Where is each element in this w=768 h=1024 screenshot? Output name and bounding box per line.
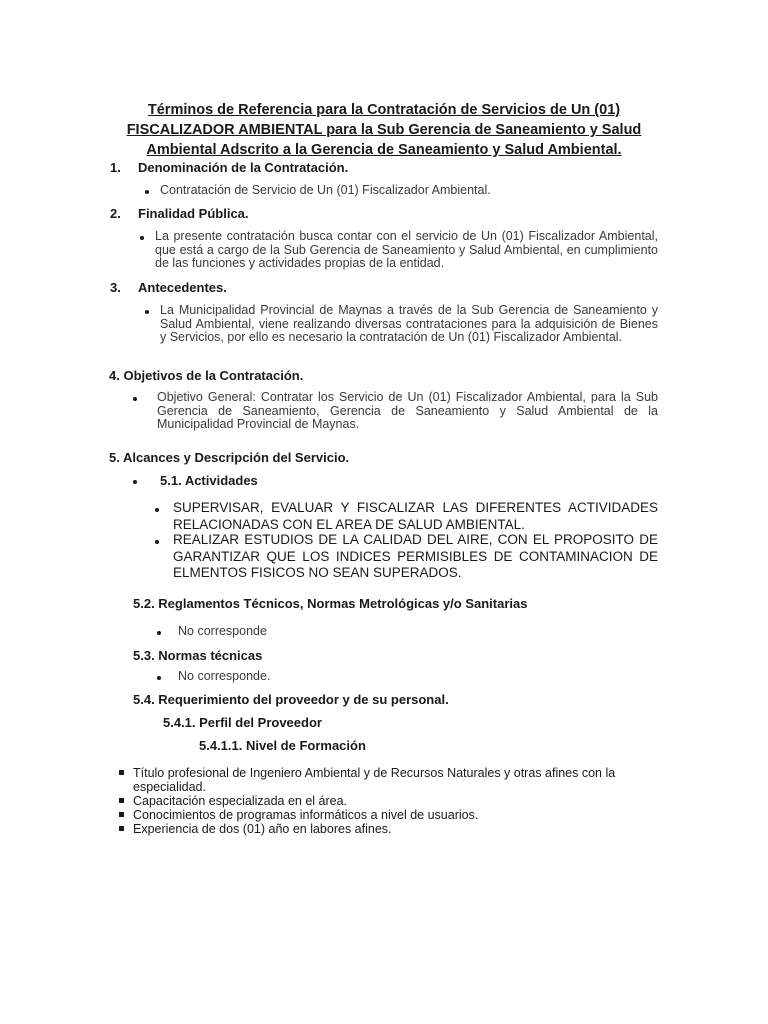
bullet-dot-icon bbox=[155, 540, 159, 544]
section-4-bullet-text: Objetivo General: Contratar los Servicio de Un (01) Fiscalizador Ambiental, para la Sub Gerencia de Saneamiento, Gerencia de Saneamiento y Salud Ambiental de la Municipalidad Provincial de Maynas. bbox=[157, 390, 658, 431]
section-2-number: 2. bbox=[110, 206, 121, 221]
bullet-dot-icon bbox=[155, 508, 159, 512]
section-1-bullet-text: Contratación de Servicio de Un (01) Fiscalizador Ambiental. bbox=[160, 183, 491, 197]
bullet-dot-icon bbox=[157, 676, 161, 680]
section-3-number: 3. bbox=[110, 280, 121, 295]
section-1-title: Denominación de la Contratación. bbox=[138, 160, 349, 175]
section-3-heading bbox=[110, 280, 227, 296]
subsection-5-4-1-1-heading: 5.4.1.1. Nivel de Formación bbox=[199, 738, 366, 753]
subsection-5-1-heading: 5.1. Actividades bbox=[160, 473, 258, 488]
subsection-5-3-heading: 5.3. Normas técnicas bbox=[133, 648, 263, 663]
bullet-dot-icon bbox=[133, 480, 137, 484]
square-bullet-icon bbox=[119, 798, 124, 803]
bullet-dot-icon bbox=[145, 190, 149, 194]
bullet-dot-icon bbox=[133, 397, 137, 401]
subsection-5-2-bullet-text: No corresponde bbox=[178, 624, 267, 638]
title-line-3: Ambiental Adscrito a la Gerencia de Saneamiento y Salud Ambiental. bbox=[146, 142, 622, 158]
requirement-item: Experiencia de dos (01) año en labores afines. bbox=[133, 822, 392, 836]
bullet-dot-icon bbox=[145, 310, 149, 314]
document-title bbox=[110, 100, 658, 160]
requirement-item bbox=[133, 766, 643, 794]
subsection-5-4-1-heading: 5.4.1. Perfil del Proveedor bbox=[163, 715, 322, 730]
section-1-number: 1. bbox=[110, 160, 121, 175]
bullet-dot-icon bbox=[140, 236, 144, 240]
title-line-2: FISCALIZADOR AMBIENTAL para la Sub Gerencia de Saneamiento y Salud bbox=[126, 122, 642, 138]
subsection-5-3-bullet-text: No corresponde. bbox=[178, 669, 271, 683]
subsection-5-2-heading: 5.2. Reglamentos Técnicos, Normas Metrológicas y/o Sanitarias bbox=[133, 596, 528, 611]
section-1-heading bbox=[110, 160, 348, 176]
activity-item: REALIZAR ESTUDIOS DE LA CALIDAD DEL AIRE, CON EL PROPOSITO DE GARANTIZAR QUE LOS INDICES PERMISIBLES DE CONTAMINACION DE ELMENTOS FISICOS NO SEAN SUPERADOS. bbox=[173, 532, 658, 580]
title-line-1: Términos de Referencia para la Contratación de Servicios de Un (01) bbox=[147, 102, 621, 118]
section-5-heading: 5. Alcances y Descripción del Servicio. bbox=[109, 450, 350, 465]
section-3-bullet-text: La Municipalidad Provincial de Maynas a través de la Sub Gerencia de Saneamiento y Salud Ambiental, viene realizando diversas contrataciones para la adquisición de Bienes y Servicios, por ello es necesario la contratación de Un (01) Fiscalizador Ambiental. bbox=[160, 303, 658, 344]
section-3-title: Antecedentes. bbox=[138, 280, 227, 295]
section-2-bullet-text: La presente contratación busca contar con el servicio de Un (01) Fiscalizador Ambiental, que está a cargo de la Sub Gerencia de Saneamiento y Salud Ambiental, en cumplimiento de las funciones y actividades propias de la entidad. bbox=[155, 229, 658, 270]
requirement-item: Capacitación especializada en el área. bbox=[133, 794, 348, 808]
section-2-title: Finalidad Pública. bbox=[138, 206, 249, 221]
subsection-5-4-heading: 5.4. Requerimiento del proveedor y de su personal. bbox=[133, 692, 449, 707]
square-bullet-icon bbox=[119, 826, 124, 831]
section-4-heading: 4. Objetivos de la Contratación. bbox=[109, 368, 304, 383]
square-bullet-icon bbox=[119, 812, 124, 817]
activity-item: SUPERVISAR, EVALUAR Y FISCALIZAR LAS DIFERENTES ACTIVIDADES RELACIONADAS CON EL AREA DE SALUD AMBIENTAL. bbox=[173, 500, 658, 532]
square-bullet-icon bbox=[119, 770, 124, 775]
requirement-text: Título profesional de Ingeniero Ambiental y de Recursos Naturales y otras afines con la especialidad. bbox=[133, 766, 616, 794]
requirement-item: Conocimientos de programas informáticos a nivel de usuarios. bbox=[133, 808, 479, 822]
section-2-heading bbox=[110, 206, 249, 222]
bullet-dot-icon bbox=[157, 631, 161, 635]
